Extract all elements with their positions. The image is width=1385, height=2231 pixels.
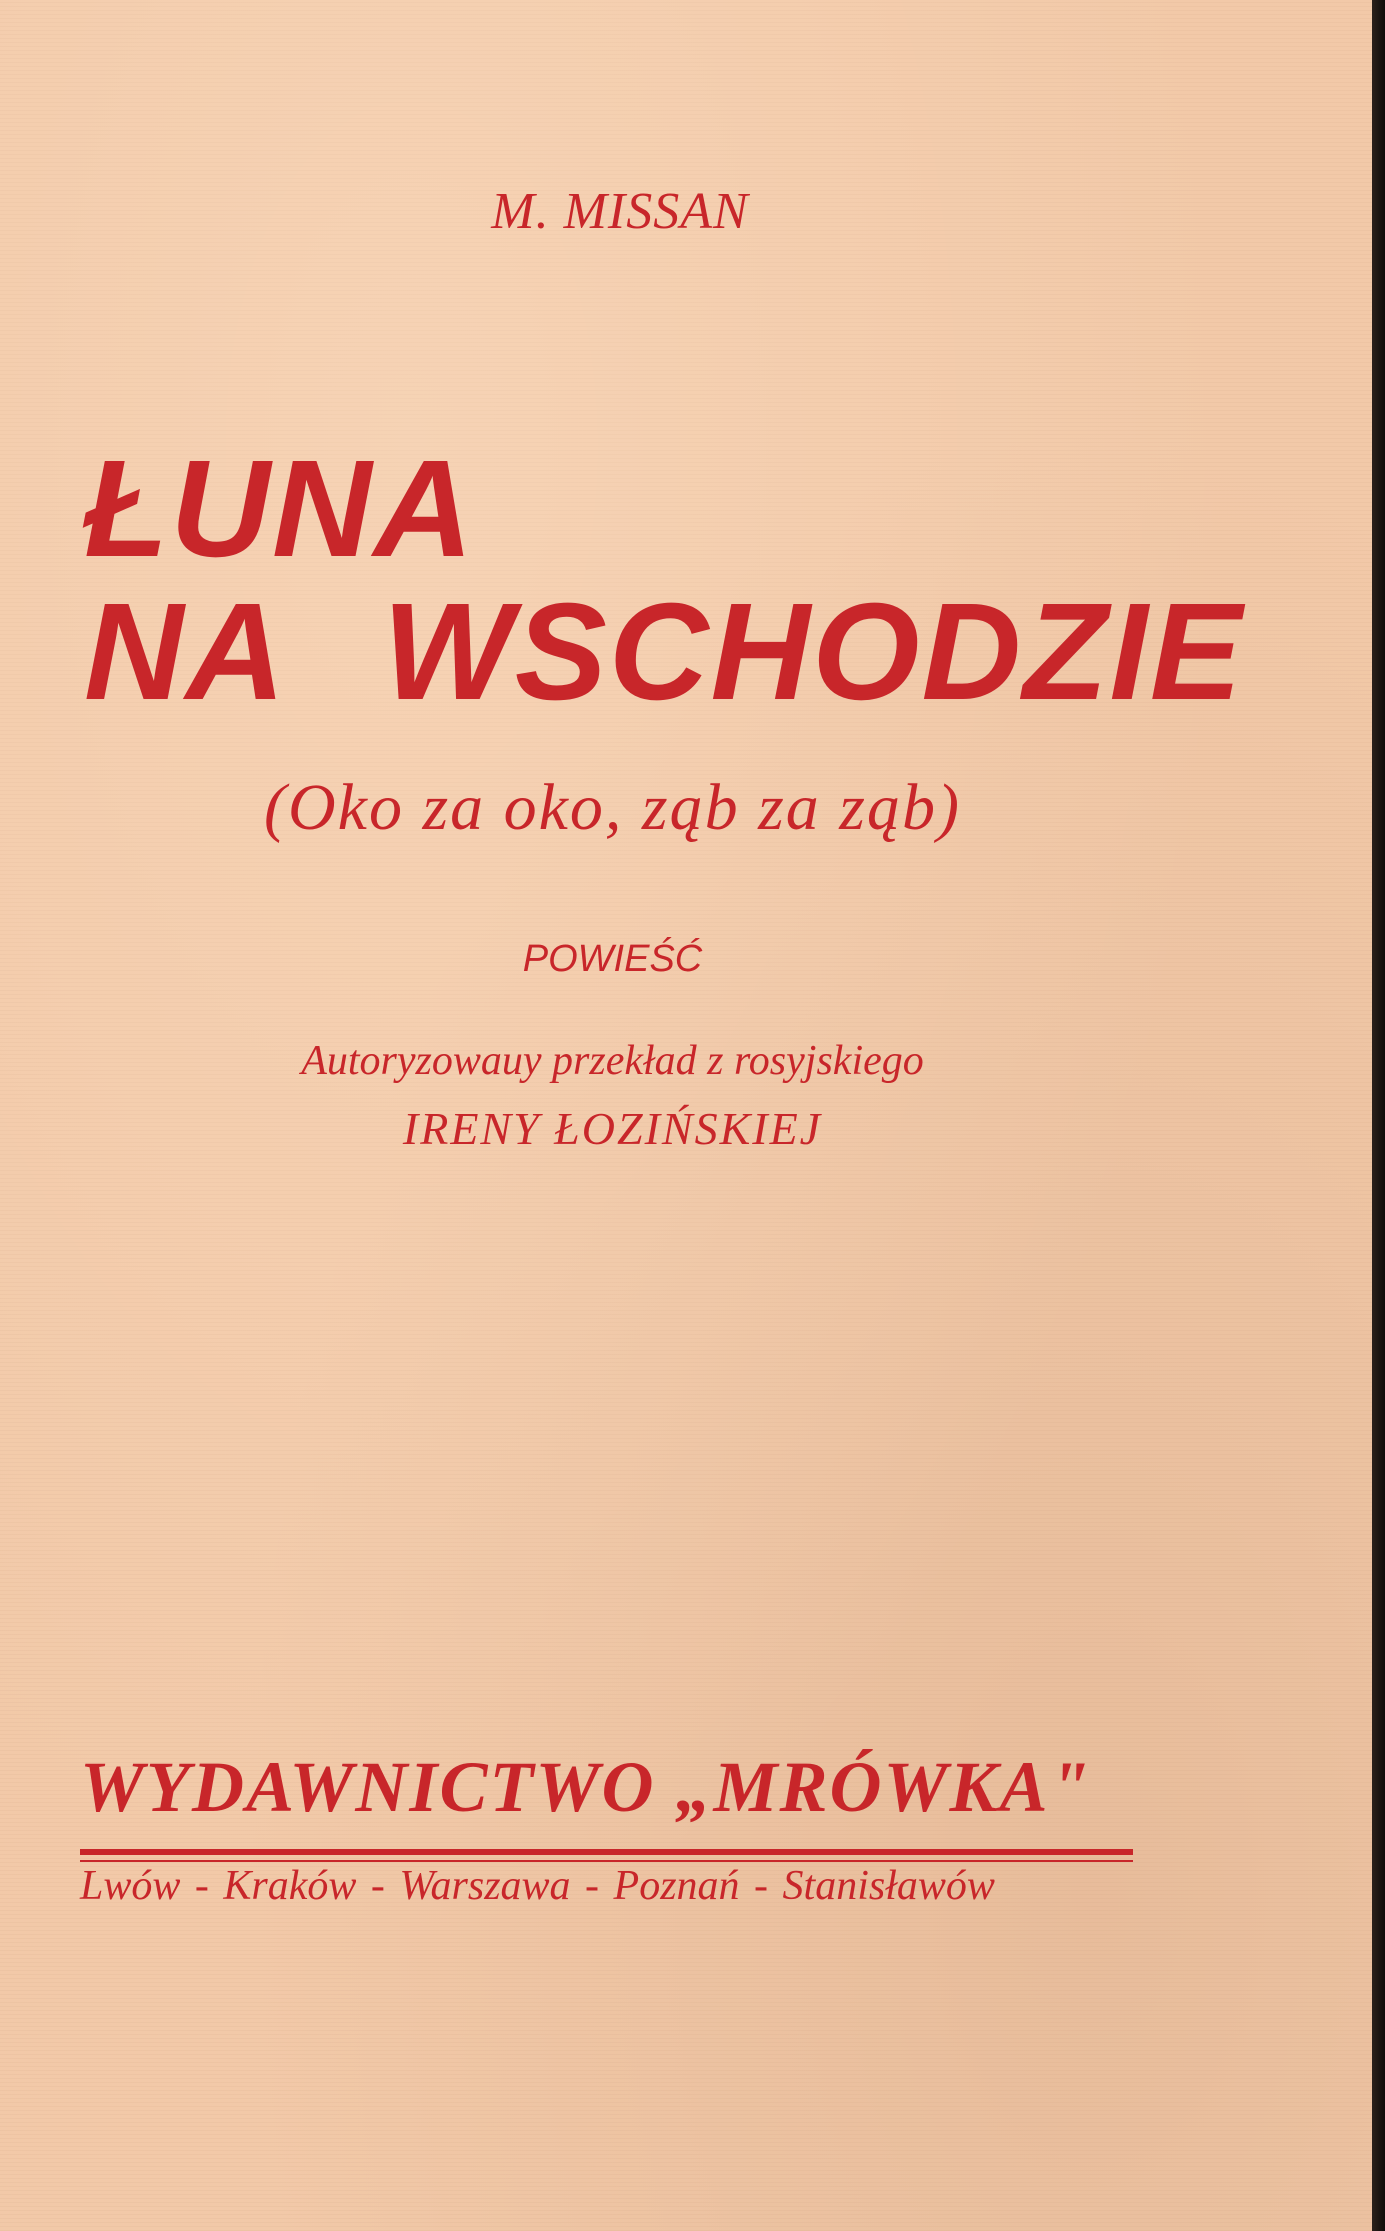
publisher-name: WYDAWNICTWO „MRÓWKA" xyxy=(80,1747,1092,1827)
scan-edge xyxy=(1372,0,1385,2231)
publisher-cities: Lwów - Kraków - Warszawa - Poznań - Stanisławów xyxy=(80,1863,995,1909)
genre-label: POWIEŚĆ xyxy=(522,938,703,980)
translation-note: Autoryzowauy przekład z rosyjskiego xyxy=(301,1038,924,1084)
title-line-2: NA WSCHODZIE xyxy=(84,575,1244,729)
subtitle: (Oko za oko, ząb za ząb) xyxy=(264,771,961,844)
translator-name: IRENY ŁOZIŃSKIEJ xyxy=(402,1103,823,1154)
title-line-1: ŁUNA xyxy=(84,432,476,586)
divider-thick xyxy=(80,1849,1133,1855)
author-name: M. MISSAN xyxy=(491,183,749,240)
